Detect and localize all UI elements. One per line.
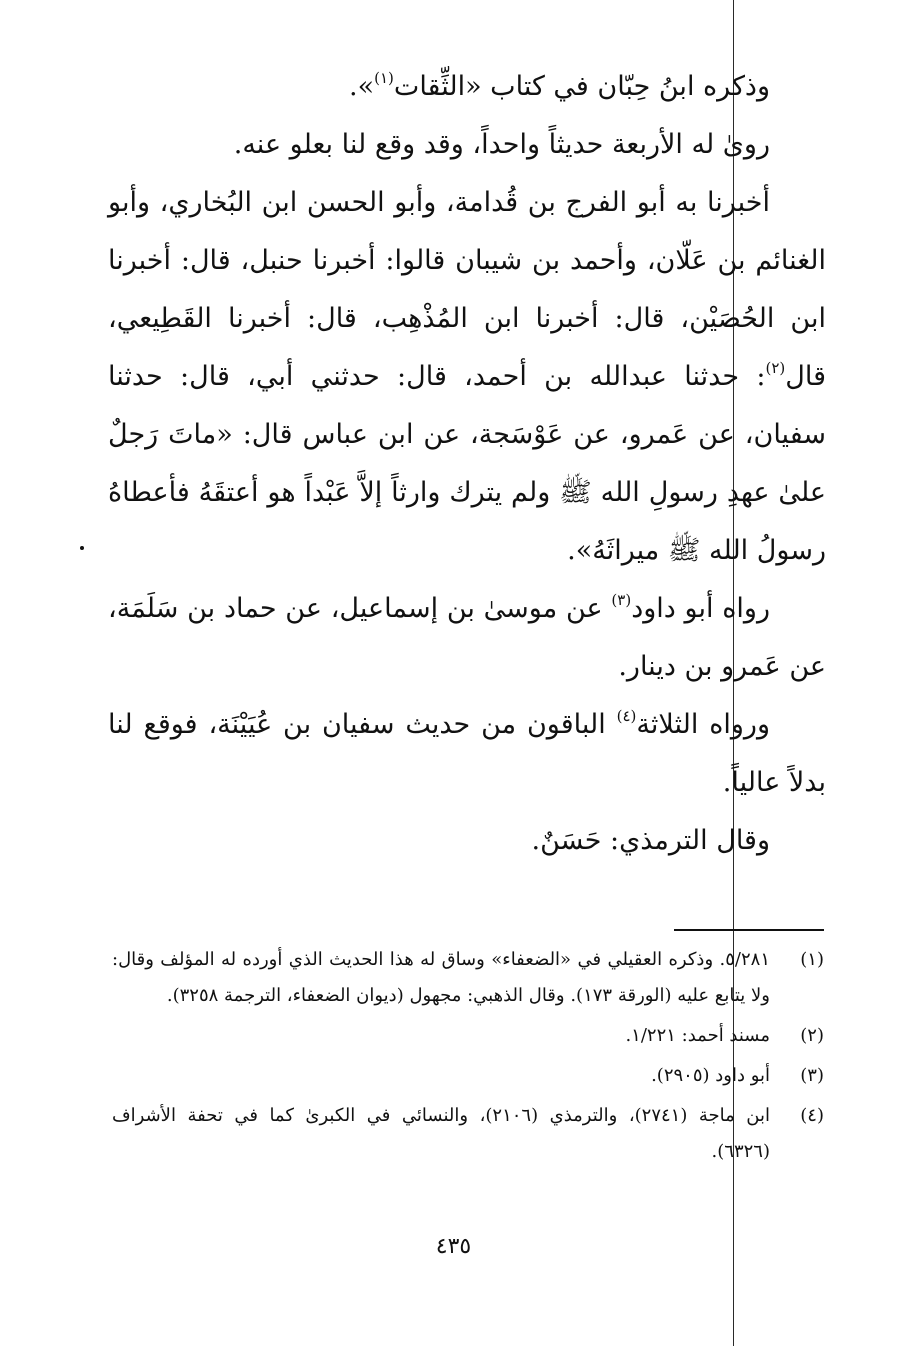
paragraph-5-continuation: الباقون من حديث سفيان بن عُيَيْنَة، فوقع لنا بدلاً عالياً.	[108, 709, 826, 798]
footnote-ref-3: (٣)	[611, 591, 632, 609]
footnotes-section	[112, 942, 824, 1174]
paragraph-6: وقال الترمذي: حَسَنٌ.	[531, 825, 770, 856]
footnote-separator	[674, 929, 824, 931]
paragraph-5	[108, 696, 826, 812]
paragraph-3	[108, 174, 826, 580]
footnote-4	[112, 1098, 824, 1170]
footnote-1	[112, 942, 824, 1014]
paragraph-4	[108, 580, 826, 696]
footnote-1-number: (١)	[800, 949, 824, 970]
footnote-ref-1: (١)	[374, 69, 394, 87]
paragraph-5-text: ورواه الثلاثة	[636, 709, 770, 740]
paragraph-4-text: رواه أبو داود	[631, 593, 770, 624]
ink-speck	[80, 546, 84, 550]
main-text-body	[108, 58, 826, 870]
page-number: ٤٣٥	[435, 1234, 472, 1259]
footnote-ref-4: (٤)	[616, 707, 637, 725]
paragraph-1-end: ».	[349, 71, 375, 102]
footnote-4-number: (٤)	[800, 1105, 824, 1126]
paragraph-2: روىٰ له الأربعة حديثاً واحداً، وقد وقع لنا بعلو عنه.	[233, 129, 770, 160]
paragraph-4-continuation: عن موسىٰ بن إسماعيل، عن حماد بن سَلَمَة، عن عَمرو بن دينار.	[108, 593, 826, 682]
footnote-3-text: أبو داود (٢٩٠٥).	[651, 1065, 770, 1086]
footnote-2	[112, 1018, 824, 1054]
paragraph-3-text: أخبرنا به أبو الفرج بن قُدامة، وأبو الحسن ابن البُخاري، وأبو الغنائم بن عَلّان، وأحمد بن شيبان قالوا: أخبرنا حنبل، قال: أخبرنا ابن الحُصَيْن، قال: أخبرنا ابن المُذْهِب، قال: أخبرنا القَطِيعي، قال	[108, 187, 826, 392]
footnote-4-text: ابن ماجة (٢٧٤١)، والترمذي (٢١٠٦)، والنسائي في الكبرىٰ كما في تحفة الأشراف (٦٣٢٦).	[112, 1105, 770, 1162]
footnote-3	[112, 1058, 824, 1094]
footnote-2-text: مسند أحمد: ١/٢٢١.	[625, 1025, 770, 1046]
footnote-ref-2: (٢)	[765, 359, 786, 377]
paragraph-1	[108, 58, 826, 116]
paragraph-1-text: وذكره ابنُ حِبّان في كتاب «الثِّقات	[393, 71, 770, 102]
paragraph-3-continuation: : حدثنا عبدالله بن أحمد، قال: حدثني أبي، قال: حدثنا سفيان، عن عَمرو، عن عَوْسَجة، عن ابن عباس قال: «ماتَ رَجلٌ علىٰ عهدِ رسولِ الله ﷺ ولم يترك وارثاً إلاَّ عَبْداً هو أعتقَهُ فأعطاهُ رسولُ الله ﷺ ميراثَهُ».	[108, 361, 826, 566]
footnote-2-number: (٢)	[800, 1025, 824, 1046]
footnote-3-number: (٣)	[800, 1065, 824, 1086]
footnote-1-text: ٥/٢٨١. وذكره العقيلي في «الضعفاء» وساق له هذا الحديث الذي أورده له المؤلف وقال: ولا يتابع عليه (الورقة ١٧٣). وقال الذهبي: مجهول (ديوان الضعفاء، الترجمة ٣٢٥٨).	[112, 949, 770, 1006]
